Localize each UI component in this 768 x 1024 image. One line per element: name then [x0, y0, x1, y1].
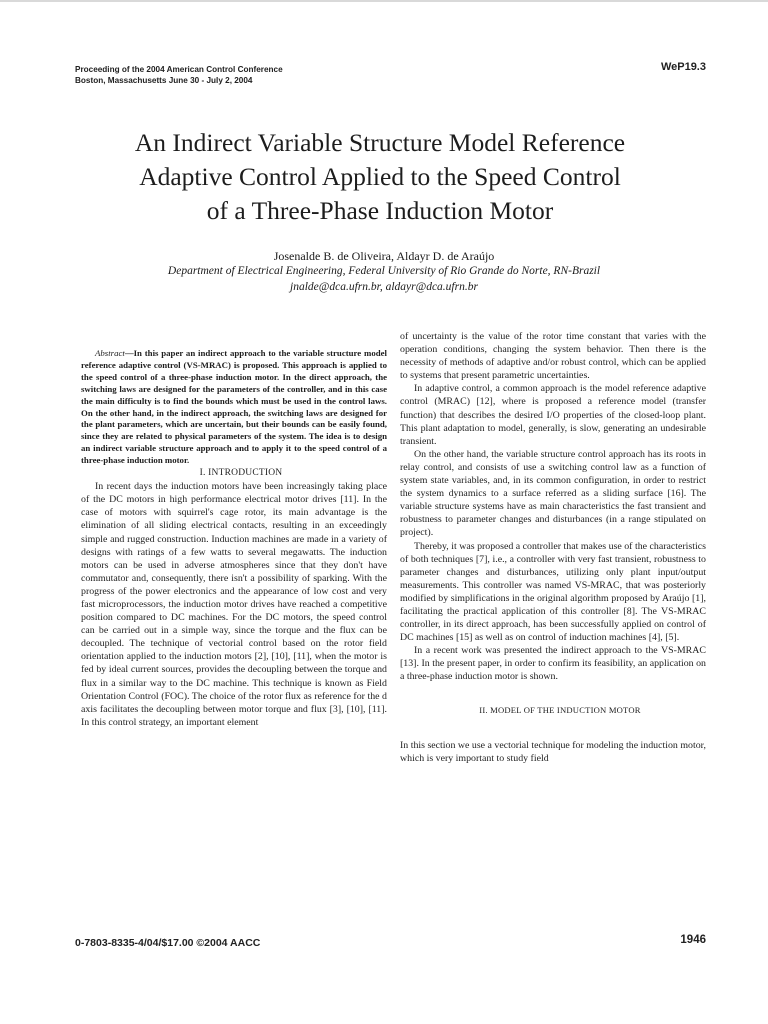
paragraph: In recent days the induction motors have been increasingly taking place of the DC motors in high performance electrical motor drives [11]. In the case of motors with squirrel's cage rotor, its main advantage is the elimination of all sliding electrical contacts, resulting in an exceedingly simple and rugged construction. Induction machines are made in a variety of designs with ratings of a few watts to several megawatts. The induction motors can be used in adverse atmospheres since that they don't have commutator and, consequently, there isn't a possibility of sparking. With the progress of the power electronics and the appearance of low cost and very fast microprocessors, the induction motor drives have reached a competitive position compared to DC machines. For the DC motors, the speed control can be carried out in a simple way, since the torque and the flux can be decoupled. The technique of vectorial control based on the rotor field orientation applied to the induction motors [2], [10], [11], when the motor is fed by ideal current sources, provides the decoupling between the torque and flux in a similar way to the DC machine. This technique is known as Field Orientation Control (FOC). The choice of the rotor flux as reference for the d axis facilitates the decoupling between motor torque and flux [3], [10], [11]. In this control strategy, an important element	[81, 481, 387, 728]
section-heading-introduction: I. INTRODUCTION	[199, 468, 283, 479]
paragraph: In adaptive control, a common approach is the model reference adaptive control (MRAC) [12], where is proposed a reference model (transfer function) that describes the desired I/O properties of the closed-loop plant. This plant adaptation to model, generally, is slow, generating an undesirable transient.	[400, 383, 706, 447]
copyright-notice: 0-7803-8335-4/04/$17.00 ©2004 AACC	[75, 937, 261, 949]
author-emails: jnalde@dca.ufrn.br, aldayr@dca.ufrn.br	[290, 281, 478, 293]
paragraph: of uncertainty is the value of the rotor time constant that varies with the operation conditions, changing the system behavior. Then there is the necessity of methods of adaptive and/or robust control, which can be applied to systems that present parametric uncertainties.	[400, 331, 706, 382]
section-heading-model: II. MODEL OF THE INDUCTION MOTOR	[479, 704, 641, 715]
abstract-text: —In this paper an indirect approach to the variable structure model reference adaptive control (VS-MRAC) is proposed. This approach is applied to the speed control of a three-phase induction motor. In the direct approach, the switching laws are designed for the parameters of the controller, and in this case the main difficulty is to find the bounds which must be used in the control laws. On the other hand, in the indirect approach, the switching laws are designed for the plant parameters, which are uncertain, but their bounds can be easily found, since they are related to physical parameters of the system. The idea is to design an indirect variable structure approach and to apply it to the speed control of a three-phase induction motor.	[81, 348, 387, 466]
page-top-edge	[0, 0, 768, 2]
affiliation: Department of Electrical Engineering, Federal University of Rio Grande do Norte, RN-Brazil	[167, 265, 601, 277]
page-number: 1946	[680, 934, 706, 946]
paragraph: Thereby, it was proposed a controller that makes use of the characteristics of both techniques [7], i.e., a controller with very fast transient, robustness to parameter changes and disturbances, utilizing only plant input/output measurements. This controller was named VS-MRAC, that was posteriorly modified by simplifications in the original algorithm proposed by Araújo [1], facilitating the practical application of this controller [8]. The VS-MRAC controller, in its direct approach, has been successfully applied on control of DC machines [15] as well as on control of induction machines [4], [5].	[400, 540, 706, 644]
author-list: Josenalde B. de Oliveira, Aldayr D. de Araújo	[273, 249, 495, 263]
paragraph: In a recent work was presented the indirect approach to the VS-MRAC [13]. In the present paper, in order to confirm its feasibility, an application on a three-phase induction motor is shown.	[400, 645, 706, 683]
conference-header	[75, 64, 283, 86]
paragraph: In this section we use a vectorial technique for modeling the induction motor, which is very important to study field	[400, 739, 706, 764]
title-line-2: Adaptive Control Applied to the Speed Control	[139, 162, 621, 191]
paper-title	[60, 126, 700, 228]
left-column	[81, 348, 387, 729]
abstract-label: Abstract	[95, 348, 125, 358]
session-code: WeP19.3	[660, 61, 706, 73]
conference-location: Boston, Massachusetts June 30 - July 2, 2004	[75, 76, 253, 85]
right-column	[400, 330, 706, 765]
paragraph: On the other hand, the variable structure control approach has its roots in relay control, and consists of use a switching control law as a function of system state variables, and, in its common configuration, in order to restrict the system dynamics to a surface referred as a sliding surface [16]. The variable structure systems have as main characteristics the fast transient and robustness to parameter changes and disturbances (in a range stipulated on project).	[400, 448, 706, 539]
abstract	[81, 348, 387, 467]
conference-name: Proceeding of the 2004 American Control Conference	[75, 65, 283, 74]
title-line-1: An Indirect Variable Structure Model Reference	[134, 128, 626, 157]
title-line-3: of a Three-Phase Induction Motor	[206, 196, 554, 225]
